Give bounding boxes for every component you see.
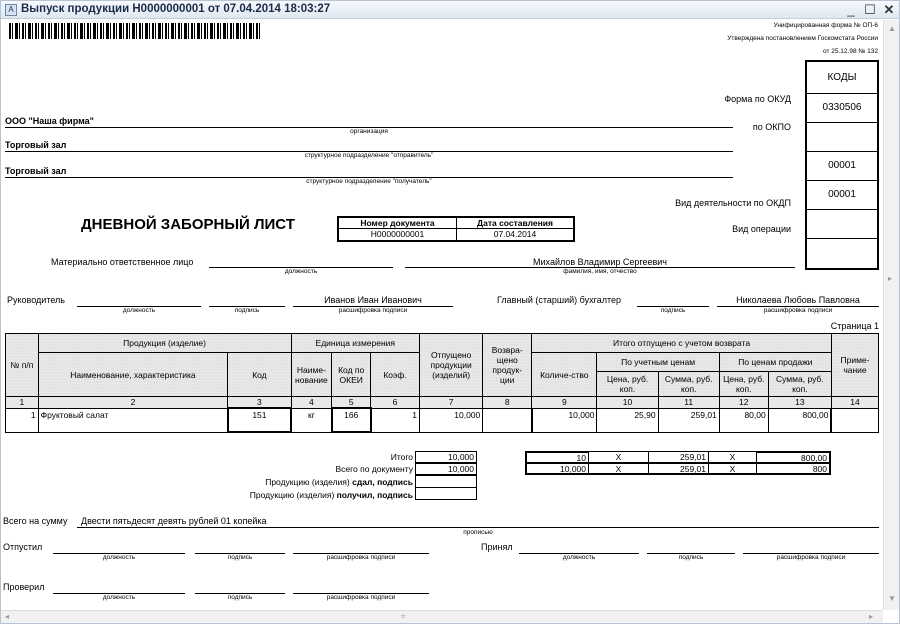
operation-label: Вид операции: [732, 224, 791, 234]
checked-decoding-caption: расшифровка подписи: [326, 594, 396, 601]
document-page: [1, 20, 883, 610]
col-no-header: № п/п: [6, 334, 39, 397]
table-row: 1 Фруктовый салат 151 кг 166 1 10,000 10,000 25,90 259,01 80,00 800,00: [6, 408, 879, 432]
responsible-name-caption: фамилия, имя, отчество: [563, 268, 637, 275]
checked-signature-caption: подпись: [227, 594, 253, 601]
scroll-left-icon[interactable]: ◂: [5, 612, 10, 621]
doc-number-label: Номер документа: [339, 218, 457, 229]
itogo-released: 10,000: [415, 451, 477, 463]
sum-words-label: Всего на сумму: [3, 516, 68, 526]
org-name: ООО "Наша фирма": [5, 116, 94, 126]
minimize-icon[interactable]: _: [847, 2, 855, 17]
doc-number-box: [337, 216, 575, 242]
barcode-image: [9, 23, 261, 39]
form-approved: Утверждена постановлением Госкомстата России: [727, 35, 878, 42]
col-unit-name-header: Наиме-нование: [291, 353, 332, 397]
accepted-decoding-caption: расшифровка подписи: [776, 554, 846, 561]
scroll-hthumb-icon[interactable]: ▿: [401, 612, 406, 621]
col-unit-header: Единица измерения: [291, 334, 420, 353]
okud-code: 0330506: [807, 94, 877, 123]
app-icon: A: [5, 4, 17, 16]
got-signature-cell: [415, 487, 477, 500]
form-unified: Унифицированная форма № ОП-6: [773, 22, 878, 29]
col-acc-header: По учетным ценам: [597, 353, 719, 372]
col-sale-sum-header: Сумма, руб. коп.: [768, 372, 831, 397]
scroll-up-icon[interactable]: ▲: [888, 24, 896, 33]
codes-header: КОДЫ: [807, 62, 877, 94]
accountant-name: Николаева Любовь Павловна: [736, 295, 860, 305]
form-approved-date: от 25.12.98 № 132: [823, 48, 878, 55]
col-product-header: Продукция (изделие): [38, 334, 291, 353]
head-name: Иванов Иван Иванович: [324, 295, 422, 305]
head-decoding-caption: расшифровка подписи: [338, 307, 408, 314]
accountant-decoding-caption: расшифровка подписи: [763, 307, 833, 314]
operation-code: [807, 239, 877, 268]
col-total-header: Итого отпущено с учетом возврата: [532, 334, 832, 353]
sender-name: Торговый зал: [5, 140, 67, 150]
itogo-label: Итого: [390, 452, 413, 462]
responsible-name: Михайлов Владимир Сергеевич: [533, 257, 667, 267]
col-acc-price-header: Цена, руб. коп.: [597, 372, 658, 397]
sender-caption: структурное подразделение "отправитель": [304, 152, 434, 159]
window-title: Выпуск продукции Н0000000001 от 07.04.2014 18:03:27: [21, 3, 331, 15]
col-sale-header: По ценам продажи: [719, 353, 831, 372]
col-sale-price-header: Цена, руб. коп.: [719, 372, 768, 397]
col-released-header: Отпущено продукции (изделий): [420, 334, 483, 397]
org-caption: организация: [350, 128, 388, 135]
accepted-label: Принял: [481, 542, 513, 552]
itogo-sale-price: X: [708, 451, 757, 463]
column-numbers-row: 1 2 3 4 5 6 7 8 9 10 11 12 13 14: [6, 397, 879, 409]
doc-total-sale-sum: 800: [756, 463, 831, 475]
head-position-caption: должность: [122, 307, 156, 314]
col-acc-sum-header: Сумма, руб. коп.: [658, 372, 719, 397]
scroll-right-icon[interactable]: ▸: [869, 612, 874, 621]
close-icon[interactable]: ✕: [883, 2, 895, 17]
col-code-header: Код: [228, 353, 291, 397]
col-okei-header: Код по ОКЕИ: [332, 353, 371, 397]
page-label: Страница 1: [830, 321, 879, 331]
maximize-icon[interactable]: ☐: [864, 2, 876, 17]
released-decoding-caption: расшифровка подписи: [326, 554, 396, 561]
itogo-qty: 10: [525, 451, 589, 463]
col-name-header: Наименование, характеристика: [38, 353, 228, 397]
scroll-down-icon[interactable]: ▼: [888, 594, 896, 603]
accepted-position-caption: должность: [562, 554, 596, 561]
itogo-acc-price: X: [588, 451, 649, 463]
head-signature-caption: подпись: [234, 307, 260, 314]
okdp-code: [807, 210, 877, 239]
accepted-signature-caption: подпись: [678, 554, 704, 561]
document-title: ДНЕВНОЙ ЗАБОРНЫЙ ЛИСТ: [81, 216, 295, 233]
receiver-caption: структурное подразделение "получатель": [306, 178, 432, 185]
codes-block: [805, 60, 879, 270]
released-signature-caption: подпись: [227, 554, 253, 561]
col-qty-header: Количе-ство: [532, 353, 597, 397]
sum-words-caption: прописью: [463, 529, 493, 536]
doc-total-sale-price: X: [708, 463, 757, 475]
accountant-signature-caption: подпись: [660, 307, 686, 314]
horizontal-scrollbar[interactable]: [1, 610, 883, 624]
responsible-label: Материально ответственное лицо: [51, 257, 194, 267]
accountant-label: Главный (старший) бухгалтер: [497, 295, 622, 305]
doc-total-acc-price: X: [588, 463, 649, 475]
col-returned-header: Возвра-щено продук-ции: [483, 334, 532, 397]
receiver-code: 00001: [807, 181, 877, 210]
scroll-thumb-icon[interactable]: ▸: [888, 274, 893, 283]
doc-total-qty: 10,000: [525, 463, 589, 475]
doc-date: 07.04.2014: [493, 229, 537, 239]
title-bar: [1, 1, 899, 19]
doc-total-released: 10,000: [415, 463, 477, 475]
itogo-sale-sum: 800,00: [756, 451, 831, 463]
head-label: Руководитель: [7, 295, 65, 305]
col-note-header: Приме-чание: [831, 334, 878, 397]
doc-number: Н0000000001: [339, 229, 457, 240]
doc-date-label: Дата составления: [457, 218, 573, 229]
itogo-acc-sum: 259,01: [648, 451, 709, 463]
okpo-label: по ОКПО: [752, 122, 791, 132]
doc-total-acc-sum: 259,01: [648, 463, 709, 475]
responsible-position-caption: должность: [284, 268, 318, 275]
checked-label: Проверил: [3, 582, 45, 592]
released-label: Отпустил: [3, 542, 43, 552]
doc-total-label: Всего по документу: [335, 464, 413, 474]
okdp-label: Вид деятельности по ОКДП: [675, 198, 791, 208]
receiver-name: Торговый зал: [5, 166, 67, 176]
vertical-scrollbar[interactable]: [883, 20, 899, 610]
checked-position-caption: должность: [102, 594, 136, 601]
okud-label: Форма по ОКУД: [724, 94, 791, 104]
sender-code: 00001: [807, 152, 877, 181]
products-table: [5, 333, 879, 433]
released-position-caption: должность: [102, 554, 136, 561]
got-signature-label: Продукцию (изделия) получил, подпись: [249, 490, 413, 500]
col-coef-header: Коэф.: [371, 353, 420, 397]
sum-words-value: Двести пятьдесят девять рублей 01 копейка: [81, 516, 267, 526]
okpo-code: [807, 123, 877, 152]
gave-signature-label: Продукцию (изделия) сдал, подпись: [265, 477, 413, 487]
